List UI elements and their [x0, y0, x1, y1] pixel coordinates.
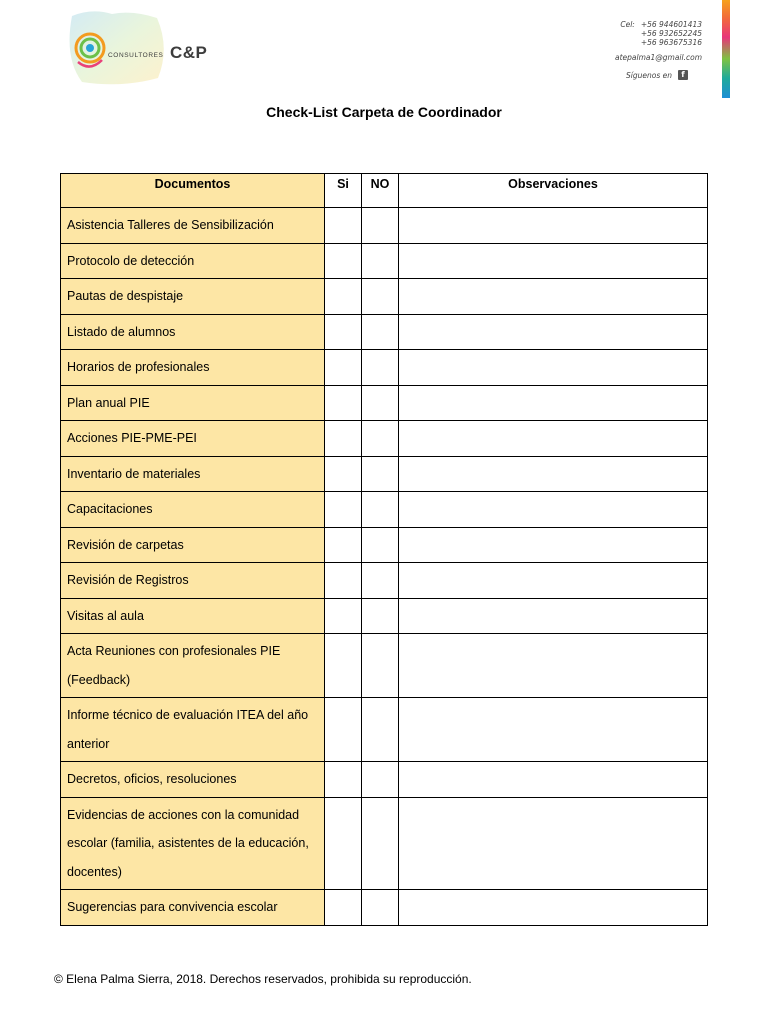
no-cell[interactable] [362, 797, 399, 890]
phone-row-3 [590, 38, 702, 47]
si-cell[interactable] [325, 797, 362, 890]
table-row [61, 698, 708, 762]
contact-info [590, 20, 702, 80]
document-name: Visitas al aula [61, 598, 325, 634]
follow-text: Síguenos en [626, 70, 672, 80]
no-cell[interactable] [362, 350, 399, 386]
document-name: Plan anual PIE [61, 385, 325, 421]
logo-name: C&P [170, 43, 208, 62]
si-cell[interactable] [325, 350, 362, 386]
no-cell[interactable] [362, 314, 399, 350]
copyright-footer: © Elena Palma Sierra, 2018. Derechos reservados, prohibida su reproducción. [54, 972, 472, 986]
document-name: Inventario de materiales [61, 456, 325, 492]
document-name: Decretos, oficios, resoluciones [61, 762, 325, 798]
observaciones-cell[interactable] [399, 890, 708, 926]
si-cell[interactable] [325, 890, 362, 926]
document-name: Protocolo de detección [61, 243, 325, 279]
facebook-icon[interactable]: f [678, 70, 688, 80]
observaciones-cell[interactable] [399, 421, 708, 457]
no-cell[interactable] [362, 243, 399, 279]
follow-us [590, 70, 688, 80]
table-row [61, 208, 708, 244]
no-cell[interactable] [362, 456, 399, 492]
observaciones-cell[interactable] [399, 762, 708, 798]
table-row [61, 243, 708, 279]
observaciones-cell[interactable] [399, 698, 708, 762]
no-cell[interactable] [362, 527, 399, 563]
no-cell[interactable] [362, 492, 399, 528]
document-name: Asistencia Talleres de Sensibilización [61, 208, 325, 244]
si-cell[interactable] [325, 421, 362, 457]
document-name: Revisión de carpetas [61, 527, 325, 563]
si-cell[interactable] [325, 208, 362, 244]
observaciones-cell[interactable] [399, 456, 708, 492]
observaciones-cell[interactable] [399, 279, 708, 315]
si-cell[interactable] [325, 492, 362, 528]
table-row [61, 634, 708, 698]
table-row [61, 598, 708, 634]
si-cell[interactable] [325, 279, 362, 315]
si-cell[interactable] [325, 456, 362, 492]
document-name: Acciones PIE-PME-PEI [61, 421, 325, 457]
observaciones-cell[interactable] [399, 634, 708, 698]
page-title: Check-List Carpeta de Coordinador [266, 104, 502, 120]
observaciones-cell[interactable] [399, 492, 708, 528]
observaciones-cell[interactable] [399, 385, 708, 421]
no-cell[interactable] [362, 421, 399, 457]
si-cell[interactable] [325, 385, 362, 421]
logo-subtitle-wrap [108, 52, 163, 59]
no-cell[interactable] [362, 208, 399, 244]
column-header-documentos: Documentos [61, 174, 325, 208]
no-cell[interactable] [362, 698, 399, 762]
si-cell[interactable] [325, 598, 362, 634]
document-name: Capacitaciones [61, 492, 325, 528]
column-header-si: Si [325, 174, 362, 208]
document-name: Listado de alumnos [61, 314, 325, 350]
document-name: Evidencias de acciones con la comunidad escolar (familia, asistentes de la educación, docentes) [61, 797, 325, 890]
document-name: Revisión de Registros [61, 563, 325, 599]
observaciones-cell[interactable] [399, 243, 708, 279]
no-cell[interactable] [362, 279, 399, 315]
table-row [61, 350, 708, 386]
observaciones-cell[interactable] [399, 797, 708, 890]
table-header-row [61, 174, 708, 208]
table-row [61, 890, 708, 926]
observaciones-cell[interactable] [399, 527, 708, 563]
si-cell[interactable] [325, 762, 362, 798]
checklist-table [60, 173, 708, 926]
column-header-observaciones: Observaciones [399, 174, 708, 208]
phone-row-2 [590, 29, 702, 38]
observaciones-cell[interactable] [399, 314, 708, 350]
phone-row-1 [590, 20, 702, 29]
column-header-no: NO [362, 174, 399, 208]
phone-number: +56 963675316 [640, 38, 702, 47]
company-logo [62, 8, 208, 86]
phone-number: +56 932652245 [640, 29, 702, 38]
no-cell[interactable] [362, 890, 399, 926]
table-row [61, 762, 708, 798]
table-row [61, 492, 708, 528]
table-row [61, 314, 708, 350]
si-cell[interactable] [325, 698, 362, 762]
si-cell[interactable] [325, 563, 362, 599]
no-cell[interactable] [362, 598, 399, 634]
observaciones-cell[interactable] [399, 350, 708, 386]
table-row [61, 797, 708, 890]
si-cell[interactable] [325, 243, 362, 279]
document-name: Sugerencias para convivencia escolar [61, 890, 325, 926]
no-cell[interactable] [362, 634, 399, 698]
document-name: Informe técnico de evaluación ITEA del año anterior [61, 698, 325, 762]
document-name: Horarios de profesionales [61, 350, 325, 386]
si-cell[interactable] [325, 527, 362, 563]
document-name: Pautas de despistaje [61, 279, 325, 315]
table-row [61, 421, 708, 457]
document-name: Acta Reuniones con profesionales PIE (Feedback) [61, 634, 325, 698]
table-row [61, 456, 708, 492]
observaciones-cell[interactable] [399, 563, 708, 599]
table-row [61, 563, 708, 599]
brand-color-bar [722, 0, 730, 98]
phone-number: +56 944601413 [640, 20, 702, 29]
no-cell[interactable] [362, 385, 399, 421]
observaciones-cell[interactable] [399, 598, 708, 634]
no-cell[interactable] [362, 563, 399, 599]
contact-email[interactable]: atepalma1@gmail.com [615, 53, 702, 62]
logo-subtitle: CONSULTORES [108, 52, 164, 59]
table-row [61, 385, 708, 421]
observaciones-cell[interactable] [399, 208, 708, 244]
table-row [61, 279, 708, 315]
si-cell[interactable] [325, 634, 362, 698]
si-cell[interactable] [325, 314, 362, 350]
table-row [61, 527, 708, 563]
logo-graphic [62, 8, 170, 86]
no-cell[interactable] [362, 762, 399, 798]
phone-label: Cel: [620, 20, 635, 29]
